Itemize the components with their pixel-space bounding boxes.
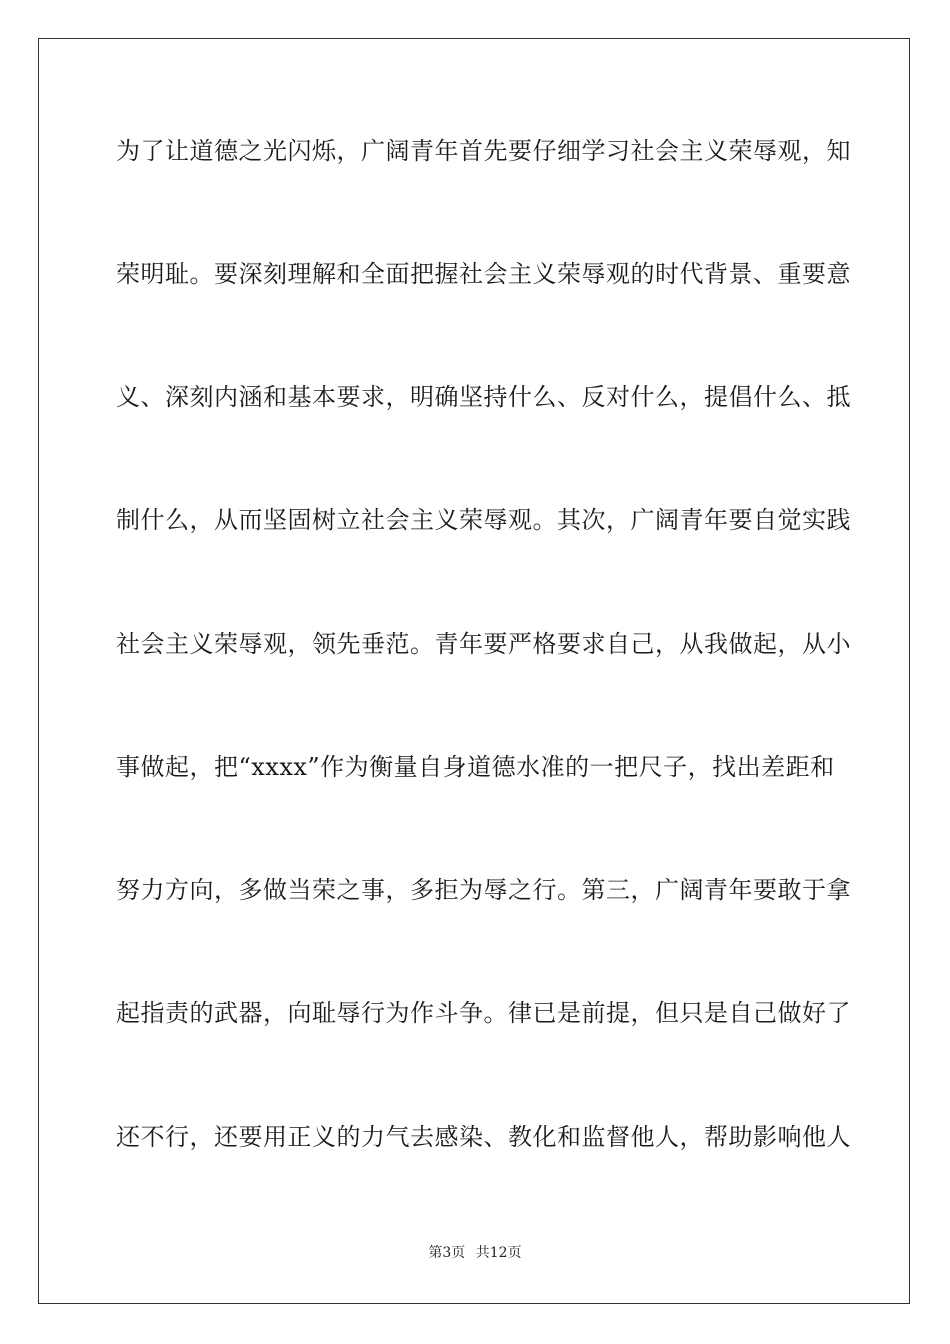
page-number: 第3页 (428, 1245, 466, 1261)
page-footer (0, 1244, 950, 1262)
paragraph-line: 起指责的武器，向耻辱行为作斗争。律已是前提，但只是自己做好了 (116, 999, 851, 1027)
paragraph-line: 努力方向，多做当荣之事，多拒为辱之行。第三，广阔青年要敢于拿 (116, 876, 851, 904)
paragraph-line: 制什么，从而坚固树立社会主义荣辱观。其次，广阔青年要自觉实践 (116, 506, 851, 534)
paragraph-line: 还不行，还要用正义的力气去感染、教化和监督他人，帮助影响他人 (116, 1123, 851, 1151)
paragraph-line: 为了让道德之光闪烁，广阔青年首先要仔细学习社会主义荣辱观，知 (116, 137, 851, 165)
page-border (38, 38, 910, 1304)
paragraph-line: 义、深刻内涵和基本要求，明确坚持什么、反对什么，提倡什么、抵 (116, 383, 851, 411)
paragraph-line: 事做起，把“xxxx”作为衡量自身道德水准的一把尺子，找出差距和 (116, 753, 835, 781)
paragraph-line: 荣明耻。要深刻理解和全面把握社会主义荣辱观的时代背景、重要意 (116, 260, 851, 288)
page-total: 共12页 (475, 1245, 522, 1261)
paragraph-line: 社会主义荣辱观，领先垂范。青年要严格要求自己，从我做起，从小 (116, 630, 851, 658)
